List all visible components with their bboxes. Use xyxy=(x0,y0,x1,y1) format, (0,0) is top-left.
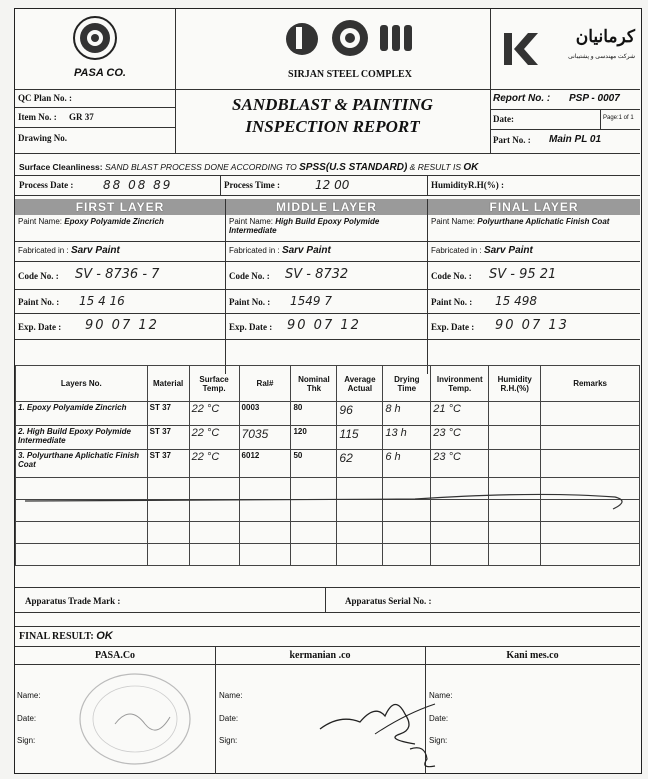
col-invironment-temp: Invironment Temp. xyxy=(431,366,489,402)
process-date-value: 88 08 89 xyxy=(103,178,173,192)
kermanian-sign-label: Sign: xyxy=(219,736,238,745)
apparatus-serial-label: Apparatus Serial No. : xyxy=(345,596,432,606)
table-row: 1. Epoxy Polyamide Zincrich ST 37 22 °C 0003 80 96 8 h 21 °C xyxy=(16,402,640,426)
col-ral: Ral# xyxy=(239,366,291,402)
first-layer-paint-no: 15 4 16 xyxy=(79,294,125,308)
col-material: Material xyxy=(147,366,189,402)
final-layer-exp: 90 07 13 xyxy=(495,318,569,333)
col-surface-temp: Surface Temp. xyxy=(189,366,239,402)
page-label: Page:1 of 1 xyxy=(603,115,634,121)
table-row: 3. Polyurthane Aplichatic Finish Coat ST 37 22 °C 6012 50 62 6 h 23 °C xyxy=(16,450,640,478)
kermanian-name-label: Name: xyxy=(219,691,243,700)
layers-measurement-table xyxy=(15,365,640,566)
col-nominal-thk: Nominal Thk xyxy=(291,366,337,402)
part-no-value: Main PL 01 xyxy=(549,134,602,145)
item-no-value: GR 37 xyxy=(69,112,94,122)
drawing-no-label: Drawing No. xyxy=(18,133,67,143)
kanimes-date-label: Date: xyxy=(429,714,449,723)
final-layer-exp-label: Exp. Date : xyxy=(431,322,475,332)
humidity-label: HumidityR.H(%) : xyxy=(431,180,504,190)
process-time-label: Process Time : xyxy=(224,180,280,190)
final-layer-paint-no-label: Paint No. : xyxy=(431,297,473,307)
pasa-name-label: Name: xyxy=(17,691,41,700)
first-layer-fabricated: Fabricated in : Sarv Paint xyxy=(18,245,120,256)
pasa-date-label: Date: xyxy=(17,714,37,723)
kermanian-signature xyxy=(315,674,465,774)
surface-standard: SPSS(U.S STANDARD) xyxy=(299,162,408,173)
apparatus-trade-label: Apparatus Trade Mark : xyxy=(25,596,121,606)
middle-layer-code: SV - 8732 xyxy=(285,267,349,282)
final-result-label: FINAL RESULT: xyxy=(19,631,94,642)
middle-layer-code-label: Code No. : xyxy=(229,271,270,281)
final-layer-header: FINAL LAYER xyxy=(428,199,640,215)
col-layers-no: Layers No. xyxy=(16,366,148,402)
first-layer-exp: 90 07 12 xyxy=(85,318,159,333)
table-row-empty xyxy=(16,544,640,566)
first-layer-paint-name: Paint Name: Epoxy Polyamide Zincrich xyxy=(18,217,164,226)
final-layer-fabricated: Fabricated in : Sarv Paint xyxy=(431,245,533,256)
middle-layer-fabricated: Fabricated in : Sarv Paint xyxy=(229,245,331,256)
signatory-kermanian: kermanian .co xyxy=(289,650,351,661)
table-row-empty xyxy=(16,522,640,544)
middle-layer-paint-name: Paint Name: High Build Epoxy Polymide Intermediate xyxy=(229,217,380,235)
first-layer-code-label: Code No. : xyxy=(18,271,59,281)
surface-result: OK xyxy=(463,162,479,173)
signatory-pasa: PASA.Co xyxy=(94,650,136,661)
surface-suffix: & RESULT IS xyxy=(409,162,461,172)
report-no-value: PSP - 0007 xyxy=(569,93,620,104)
date-label: Date: xyxy=(493,114,514,124)
kerman-subtitle: شرکت مهندسی و پشتیبانی xyxy=(568,54,635,60)
final-layer-paint-name: Paint Name: Polyurthane Aplichatic Finish Coat xyxy=(431,217,610,226)
final-layer-paint-no: 15 498 xyxy=(495,294,537,308)
table-row: 2. High Build Epoxy Polymide Intermediate ST 37 22 °C 7035 120 115 13 h 23 °C xyxy=(16,426,640,450)
col-remarks: Remarks xyxy=(541,366,640,402)
process-date-label: Process Date : xyxy=(19,180,74,190)
surface-cleanliness xyxy=(19,162,478,173)
col-average-actual: Average Actual xyxy=(337,366,383,402)
report-title-line1: SANDBLAST & PAINTING xyxy=(232,95,433,114)
sirjan-logos xyxy=(280,17,420,59)
final-layer-code: SV - 95 21 xyxy=(489,267,557,282)
first-layer-exp-label: Exp. Date : xyxy=(18,322,62,332)
kerman-company-name: کرمانیان xyxy=(575,27,635,46)
middle-layer-exp-label: Exp. Date : xyxy=(229,322,273,332)
final-result xyxy=(19,630,113,642)
final-layer-code-label: Code No. : xyxy=(431,271,472,281)
kanimes-sign-label: Sign: xyxy=(429,736,448,745)
pasa-company-name: PASA CO. xyxy=(74,67,126,79)
layers-section xyxy=(15,199,640,374)
item-no-label: Item No. : xyxy=(18,112,57,122)
col-humidity: Humidity R.H.(%) xyxy=(489,366,541,402)
first-layer-paint-no-label: Paint No. : xyxy=(18,297,60,307)
middle-layer-paint-no-label: Paint No. : xyxy=(229,297,271,307)
signatory-kanimes: Kani mes.co xyxy=(506,650,559,661)
kermanian-date-label: Date: xyxy=(219,714,239,723)
first-layer-code: SV - 8736 - 7 xyxy=(75,267,160,282)
inspection-report-page xyxy=(14,8,642,774)
col-drying-time: Drying Time xyxy=(383,366,431,402)
pasa-sign-label: Sign: xyxy=(17,736,36,745)
kerman-logo xyxy=(502,29,542,69)
cancel-line-mark xyxy=(15,479,640,519)
report-title-line2: INSPECTION REPORT xyxy=(245,117,420,136)
pasa-stamp xyxy=(75,669,195,769)
final-result-value: OK xyxy=(96,630,113,642)
surface-prefix: Surface Cleanliness: xyxy=(19,162,103,172)
report-no-label: Report No. : xyxy=(493,93,551,104)
middle-layer-exp: 90 07 12 xyxy=(287,318,361,333)
qc-plan-label: QC Plan No. : xyxy=(18,93,72,103)
part-no-label: Part No. : xyxy=(493,135,531,145)
kanimes-name-label: Name: xyxy=(429,691,453,700)
middle-layer-header: MIDDLE LAYER xyxy=(226,199,427,215)
surface-text: SAND BLAST PROCESS DONE ACCORDING TO xyxy=(105,162,297,172)
first-layer-header: FIRST LAYER xyxy=(15,199,225,215)
middle-layer-paint-no: 1549 7 xyxy=(290,294,332,308)
process-time-value: 12 00 xyxy=(315,178,350,192)
sirjan-company-name: SIRJAN STEEL COMPLEX xyxy=(288,69,412,80)
pasa-logo xyxy=(70,15,120,61)
